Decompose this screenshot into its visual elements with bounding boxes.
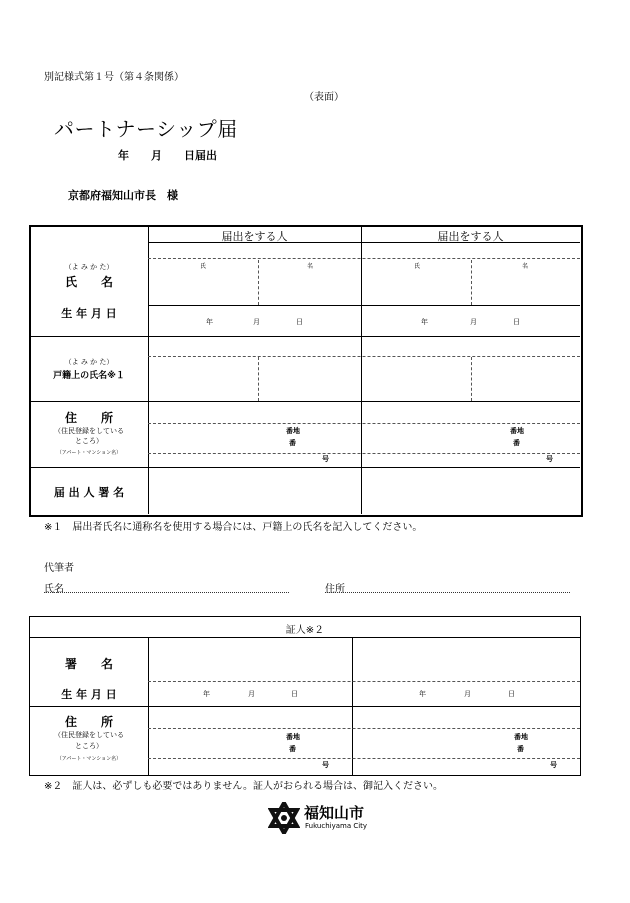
birthdate-label: 生 年 月 日 bbox=[61, 307, 117, 320]
address-sub-label-3: （アパート・マンション名） bbox=[56, 450, 122, 456]
proxy-name-field[interactable] bbox=[44, 592, 289, 593]
applicant-2-koseki-surname-field[interactable] bbox=[363, 358, 469, 400]
proxy-title: 代筆者 bbox=[44, 563, 74, 574]
go-label: 号 bbox=[550, 761, 557, 769]
ban-label: 番 bbox=[513, 439, 520, 447]
year-label: 年 bbox=[206, 318, 213, 326]
note-1: ※１ 届出者氏名に通称名を使用する場合には、戸籍上の氏名を記入してください。 bbox=[44, 522, 423, 533]
go-label: 号 bbox=[546, 455, 553, 463]
note-2: ※２ 証人は、必ずしも必要ではありません。証人がおられる場合は、御記入ください。 bbox=[44, 781, 443, 792]
ban-label: 番 bbox=[517, 745, 524, 753]
year-label: 年 bbox=[421, 318, 428, 326]
applicant-1-address-field[interactable] bbox=[150, 403, 359, 466]
applicant-1-koseki-given-name-field[interactable] bbox=[260, 358, 359, 400]
applicant-2-address-field[interactable] bbox=[363, 403, 578, 466]
name-furigana-label: （よ み か た） bbox=[64, 263, 114, 271]
applicant-2-mei-label: 名 bbox=[522, 263, 529, 270]
applicant-2-koseki-given-name-field[interactable] bbox=[473, 358, 578, 400]
form-number: 別記様式第１号（第４条関係） bbox=[44, 72, 184, 83]
city-name-ja: 福知山市 bbox=[304, 804, 365, 822]
month-label: 月 bbox=[248, 690, 255, 698]
witness-1-birthdate-field[interactable] bbox=[150, 683, 350, 705]
applicant-2-signature-field[interactable] bbox=[363, 469, 578, 512]
applicant-2-given-name-field[interactable] bbox=[473, 270, 578, 303]
applicant-1-birthdate-field[interactable] bbox=[150, 307, 359, 335]
go-label: 号 bbox=[322, 761, 329, 769]
day-label: 日 bbox=[296, 318, 303, 326]
applicant-1-signature-field[interactable] bbox=[150, 469, 359, 512]
month-label: 月 bbox=[470, 318, 477, 326]
applicant-1-given-name-field[interactable] bbox=[260, 270, 359, 303]
applicant-2-surname-field[interactable] bbox=[363, 270, 469, 303]
month-label: 月 bbox=[253, 318, 260, 326]
banchi-label: 番地 bbox=[514, 733, 528, 741]
year-label: 年 bbox=[203, 690, 210, 698]
page-title: パートナーシップ届 bbox=[54, 117, 238, 141]
witness-1-signature-field[interactable] bbox=[150, 639, 350, 679]
applicant-1-mei-label: 名 bbox=[307, 263, 314, 270]
applicant-1-koseki-surname-field[interactable] bbox=[150, 358, 256, 400]
applicant-1-sei-label: 氏 bbox=[200, 263, 207, 270]
witness-birthdate-label: 生 年 月 日 bbox=[61, 688, 117, 701]
banchi-label: 番地 bbox=[286, 733, 300, 741]
banchi-label: 番地 bbox=[286, 427, 300, 435]
month-label: 月 bbox=[464, 690, 471, 698]
witness-address-sub-label-1: （住民登録をしている bbox=[54, 731, 124, 739]
name-label: 氏 名 bbox=[64, 275, 113, 289]
koseki-furigana-label: （よ み か た） bbox=[64, 358, 114, 366]
witness-signature-label: 署 名 bbox=[64, 657, 113, 671]
witness-address-sub-label-2: ところ） bbox=[75, 742, 103, 750]
koseki-name-label: 戸籍上の氏名※１ bbox=[53, 371, 125, 381]
city-name-en: Fukuchiyama City bbox=[305, 822, 368, 830]
city-emblem-icon bbox=[268, 802, 300, 834]
addressee: 京都府福知山市長 様 bbox=[68, 189, 178, 202]
proxy-name-label: 氏名 bbox=[44, 584, 64, 595]
witness-1-address-field[interactable] bbox=[150, 708, 350, 773]
address-label: 住 所 bbox=[64, 411, 113, 425]
witness-address-label: 住 所 bbox=[64, 715, 113, 729]
year-label: 年 bbox=[419, 690, 426, 698]
go-label: 号 bbox=[322, 455, 329, 463]
witness-address-sub-label-3: （アパート・マンション名） bbox=[56, 756, 122, 762]
applicant-2-birthdate-field[interactable] bbox=[363, 307, 578, 335]
ban-label: 番 bbox=[289, 745, 296, 753]
ban-label: 番 bbox=[289, 439, 296, 447]
day-label: 日 bbox=[513, 318, 520, 326]
day-label: 日 bbox=[508, 690, 515, 698]
banchi-label: 番地 bbox=[510, 427, 524, 435]
witness-2-address-field[interactable] bbox=[354, 708, 578, 773]
witness-header: 証人※２ bbox=[285, 625, 325, 636]
applicant-1-surname-field[interactable] bbox=[150, 270, 256, 303]
day-label: 日 bbox=[291, 690, 298, 698]
address-sub-label-1: （住民登録をしている bbox=[54, 427, 124, 435]
address-sub-label-2: ところ） bbox=[75, 437, 103, 445]
applicant-2-header: 届出をする人 bbox=[437, 230, 504, 243]
submission-date[interactable]: 年 月 日届出 bbox=[118, 149, 217, 162]
proxy-address-label: 住所 bbox=[325, 584, 345, 595]
applicant-2-sei-label: 氏 bbox=[414, 263, 421, 270]
city-logo bbox=[268, 802, 388, 836]
page-side-label: （表面） bbox=[304, 92, 344, 103]
proxy-address-field[interactable] bbox=[325, 592, 570, 593]
applicant-1-header: 届出をする人 bbox=[221, 230, 288, 243]
witness-2-signature-field[interactable] bbox=[354, 639, 578, 679]
witness-2-birthdate-field[interactable] bbox=[354, 683, 578, 705]
signature-label: 届 出 人 署 名 bbox=[53, 486, 125, 499]
